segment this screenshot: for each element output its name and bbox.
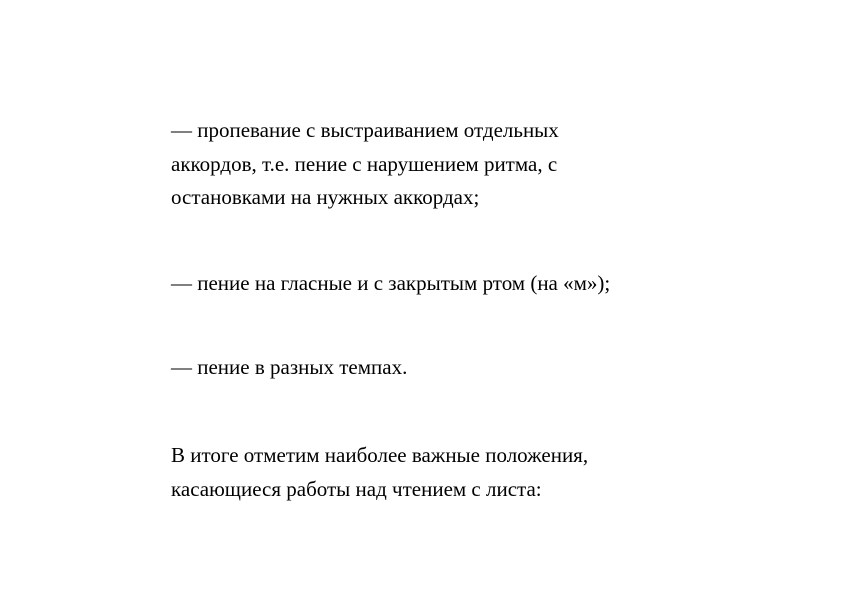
- text-line: В итоге отметим наиболее важные положения,: [171, 443, 589, 467]
- list-item-technique-2: [171, 267, 610, 301]
- text-line: — пропевание с выстраиванием отдельных: [171, 118, 559, 142]
- summary-paragraph: [171, 439, 588, 506]
- text-line: — пение в разных темпах.: [171, 355, 408, 379]
- list-item-technique-1: [171, 114, 559, 215]
- text-line: аккордов, т.е. пение с нарушением ритма, с: [171, 151, 558, 176]
- text-line: остановками на нужных аккордах;: [171, 185, 480, 209]
- text-line: — пение на гласные и с закрытым ртом (на «м»);: [171, 271, 611, 295]
- list-item-technique-3: [171, 351, 407, 385]
- text-line: касающиеся работы над чтением с листа:: [171, 476, 542, 501]
